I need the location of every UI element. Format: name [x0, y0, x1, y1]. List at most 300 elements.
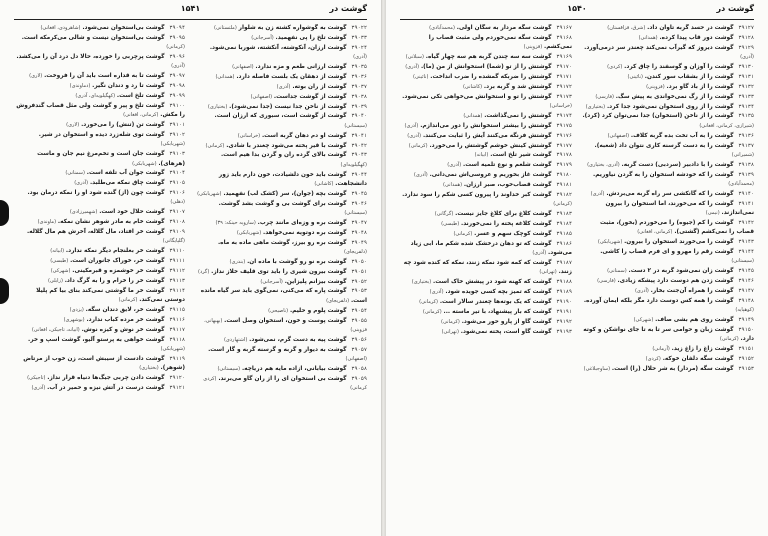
proverb-entry: [196, 365, 367, 374]
left-page-header: [14, 4, 367, 18]
proverb-entry: [400, 259, 572, 278]
proverb-entry: [14, 72, 185, 81]
left-page-column-left: [14, 24, 185, 530]
entry-number: ۳۹۱۴۳: [738, 239, 754, 246]
source-region: (آذری): [353, 54, 367, 61]
proverb-entry: [196, 287, 367, 306]
left-page-title: گوشت در: [329, 4, 367, 13]
source-region: (دلفریجای): [326, 297, 350, 304]
source-region: (اصفهانی): [607, 132, 630, 139]
right-page-column-left: [400, 24, 572, 530]
proverb-text: گوشت خر را خرام و را به گرگ داد.: [64, 278, 165, 284]
proverb-text: گوشت برای گوشت بی و گوشت بشد گوشت.: [218, 200, 347, 207]
proverb-text: گوشت را از ناخن (استخوان) جدا نمی‌توان کرد (کرد).: [582, 113, 734, 120]
source-region: (سیستانی): [731, 258, 754, 265]
proverb-entry: [400, 230, 572, 239]
source-region: (کرمانی): [441, 318, 460, 325]
proverb-text: گوشت از ران بوته.: [292, 83, 347, 90]
proverb-text: گوشت چاق نمکه می‌طلبد.: [89, 180, 165, 187]
proverb-text: گوشت خر افتاد، مال گلاله، آخرش هم مال گلاله.: [26, 229, 165, 236]
proverb-entry: [196, 375, 367, 394]
entry-number: ۳۹۱۹۱: [556, 308, 572, 315]
source-region: (شهمیرزادی): [69, 209, 98, 216]
entry-number: ۳۹۱۶۸: [556, 34, 572, 41]
proverb-text: گوشت تا رد و دندان نگیر.: [92, 83, 165, 90]
source-region: (نائینی): [627, 73, 643, 80]
proverb-text: گوشت سگه (مردار) به شر حلال (را) است.: [611, 365, 734, 372]
proverb-entry: [582, 326, 754, 345]
proverb-entry: [400, 24, 572, 33]
proverb-text: گوشت بالای گرده ران و گردن بدا هیم است.: [220, 152, 347, 159]
proverb-entry: [14, 277, 185, 286]
proverb-text: گوشت را همه کس دوست دارد مگر بلکه ایمان آورده.: [583, 297, 734, 304]
proverb-entry: [400, 288, 572, 297]
entry-number: ۳۹۰۲۲: [351, 25, 367, 31]
left-page-column-right: [196, 24, 367, 530]
source-region: (بختیاری): [585, 103, 606, 110]
entry-number: ۳۹۱۴۹: [738, 316, 754, 323]
proverb-text: گوشت دور قاب پیدا کرده.: [659, 34, 734, 41]
entry-number: ۳۹۱۳۰: [738, 63, 754, 70]
left-page-number: ۱۵۴۱: [180, 4, 201, 13]
entry-number: ۳۹۰۹۷: [169, 73, 185, 80]
entry-number: ۳۹۰۵۷: [351, 346, 367, 353]
source-region: (آذری): [171, 63, 185, 70]
source-region: (آذری): [447, 162, 462, 169]
source-region: (کرمانی): [453, 230, 473, 237]
entry-number: ۳۹۱۳۳: [738, 93, 754, 100]
entry-number: ۳۹۱۷۵: [556, 122, 572, 129]
proverb-text: گوشت که تو دهان درخشک شده شکم ما، ابی زیاد می‌شود.: [410, 240, 572, 257]
source-region: (کهگیلویه‌ای): [340, 161, 367, 168]
proverb-text: گوشت خر بعلنجام دیگر نمکه ندارد.: [65, 248, 165, 255]
entry-number: ۳۹۰۵۶: [351, 336, 367, 343]
proverb-text: گوشتش را بیشتر استخوانش را دور می‌اندازم.: [420, 122, 552, 129]
proverb-text: گوشت خر نوش و کیزه نوش.: [81, 326, 165, 333]
entry-number: ۳۹۱۷۱: [556, 73, 572, 80]
source-region: (قزوینی): [523, 44, 543, 51]
source-region: (اصفهانی): [345, 355, 367, 362]
entry-number: ۳۹۰۴۹: [351, 239, 367, 246]
proverb-entry: [196, 44, 367, 63]
proverb-text: گوشت زاغ را زاغ زید.: [671, 346, 734, 353]
source-region: (آذری): [590, 190, 605, 197]
proverb-text: گوشت را از رگ نمی‌خواندی به پیش سگ.: [615, 93, 734, 100]
proverb-text: گوشت که یک بوته‌ها چغندر سالار است.: [439, 298, 552, 305]
entry-number: ۳۹۱۱۳: [169, 278, 185, 284]
source-region: (نیمی): [705, 209, 720, 216]
proverb-entry: [14, 306, 185, 315]
entry-number: ۳۹۱۳۹: [738, 171, 754, 178]
proverb-text: گوشت ارزان، آنکوشته، آنکشته، شوربا نمی‌شود.: [209, 44, 347, 51]
entry-number: ۳۹۱۹۳: [556, 328, 572, 335]
entry-number: ۳۹۰۹۶: [169, 54, 185, 61]
proverb-entry: [196, 34, 367, 43]
source-region: (کرمانی): [408, 142, 428, 149]
source-region: (کرمانی): [118, 297, 138, 304]
entry-number: ۳۹۱۳۷: [738, 142, 754, 149]
proverb-entry: [582, 142, 754, 161]
source-region: (بهبهانی، فزوینی): [204, 317, 367, 333]
proverb-text: گوشت زدن هم دوست دارد پیشکه زیادی.: [617, 278, 734, 284]
source-region: (کرمانی): [422, 308, 442, 315]
proverb-entry: [14, 82, 185, 91]
entry-number: ۳۹۰۳۵: [351, 63, 367, 70]
entry-number: ۳۹۱۶۷: [556, 25, 572, 31]
source-region: (همدانی): [463, 112, 483, 119]
proverb-entry: [400, 93, 572, 112]
source-region: (سارویه حینکه: ۳۹): [215, 219, 256, 226]
proverb-text: گوشت از ناخن جدا نیست (جدا نمی‌شود).: [229, 103, 347, 110]
entry-number: ۳۹۱۱۸: [169, 336, 185, 343]
source-region: (آذری): [405, 63, 420, 70]
entry-number: ۳۹۱۴۲: [738, 219, 754, 226]
proverb-text: گوشتش را از تو (شما) استخوانش از من (ما).: [420, 63, 552, 70]
proverb-text: گوشت را از بشقاب سور کندن.: [644, 73, 734, 80]
proverb-entry: [14, 267, 185, 276]
entry-number: ۳۹۱۸۸: [556, 279, 572, 286]
proverb-entry: [14, 384, 185, 393]
proverb-text: گوشت بچه (جوان)، سر (کشک لب) نفهمید.: [223, 190, 347, 197]
proverb-text: گوشتش را ضربکه گمشده را ضرب انداخت.: [430, 73, 552, 80]
entry-number: ۳۹۱۵۲: [738, 355, 754, 362]
proverb-entry: [582, 238, 754, 247]
proverb-entry: [400, 151, 572, 160]
source-region: (تهرانی): [441, 328, 459, 335]
proverb-text: گوشت را می‌خورند استخوان را بیرون.: [624, 239, 734, 246]
proverb-entry: [582, 277, 754, 286]
source-region: (ابیانه): [50, 248, 65, 255]
entry-number: ۳۹۱۰۵: [169, 180, 185, 187]
entry-number: ۳۹۱۱۱: [169, 258, 185, 265]
entry-number: ۳۹۰۴۱: [351, 132, 367, 139]
proverb-text: گوشت دیروز که گیرآب نمی‌کند چغندر سر درمی‌آورد.: [584, 44, 734, 51]
source-region: (آذری، بختیاری): [587, 161, 620, 168]
proverb-entry: [582, 83, 754, 92]
proverb-entry: [14, 218, 185, 227]
entry-number: ۳۹۰۴۵: [351, 190, 367, 197]
proverb-text: گوشت او دم دهان گربه است.: [261, 132, 347, 139]
source-region: (فارسی): [597, 278, 616, 284]
proverb-entry: [582, 93, 754, 102]
entry-number: ۳۹۰۴۰: [351, 113, 367, 120]
proverb-entry: [14, 326, 185, 335]
proverb-text: گوشت خر، لایق دندان سگه.: [85, 307, 165, 314]
source-region: (همدانی): [638, 34, 658, 41]
entry-number: ۳۹۱۶۹: [556, 54, 572, 61]
proverb-text: گوشت پرچربی را خورده، حالا دل درد آن را می‌کشد.: [16, 54, 165, 61]
entry-number: ۳۹۱۲۰: [169, 375, 185, 382]
source-region: (بختیاری): [207, 103, 228, 110]
proverb-entry: [400, 308, 572, 317]
proverb-entry: [400, 161, 572, 170]
proverb-entry: [582, 190, 754, 199]
entry-number: ۳۹۱۳۵: [738, 113, 754, 120]
source-region: (آذری): [31, 385, 46, 392]
entry-number: ۳۹۰۹۴: [169, 25, 185, 31]
proverb-entry: [196, 268, 367, 277]
entry-number: ۳۹۰۵۰: [351, 258, 367, 265]
source-region: (آذری): [276, 83, 291, 90]
proverb-text: گوشت بی‌استخوان نیست و شالی می‌کرمکه است.: [21, 34, 165, 41]
proverb-entry: [196, 336, 367, 345]
proverb-text: گوشت دادست از سیبش است، زن خوب از مرتاض (شوهر).: [23, 355, 185, 372]
proverb-entry: [582, 219, 754, 238]
proverb-text: گوشت بی استخوان ای را از ران گاو می‌برند.: [218, 375, 347, 382]
source-region: (کاشانی): [314, 180, 334, 187]
source-region: (آذری): [532, 250, 547, 257]
proverb-text: گوشت توی شله‌زرد دیده و استخوان در شیر.: [38, 132, 165, 139]
proverb-entry: [196, 24, 367, 33]
entry-number: ۳۹۱۴۸: [738, 297, 754, 304]
source-region: (گرد): [198, 268, 210, 275]
entry-number: ۳۹۱۲۸: [738, 34, 754, 41]
entry-number: ۳۹۰۳۳: [351, 34, 367, 41]
source-region: (شمیرانی): [731, 151, 754, 158]
source-region: (بندری): [229, 258, 246, 265]
entry-number: ۳۹۱۳۸: [738, 161, 754, 168]
source-region: (آذری): [740, 54, 754, 61]
source-region: (شرق، قزاقستان): [607, 25, 646, 31]
proverb-text: گوشت رقم را مهرو و ای فرم قصاب را کاشی.: [600, 248, 734, 255]
proverb-entry: [14, 287, 185, 306]
source-region: (کرمانی، افغانی): [123, 112, 159, 119]
entry-number: ۳۹۱۱۰: [169, 248, 185, 255]
entry-number: ۳۹۱۵۰: [738, 326, 754, 333]
entry-number: ۳۹۱۰۷: [169, 209, 185, 216]
left-header-rule: [14, 19, 367, 20]
source-region: (ابیانه، تاجیکی، افغانی): [31, 326, 80, 333]
proverb-text: گوشت سگه نمی‌خوردم ولی مثبت قصاب را نمی‌کشم.: [428, 34, 572, 51]
source-region: (همدانی): [215, 73, 235, 80]
proverb-text: گوشت تلخ است.: [116, 93, 165, 100]
proverb-entry: [14, 24, 185, 33]
right-page-number: ۱۵۴۰: [567, 4, 587, 13]
entry-number: ۳۹۰۵۸: [351, 365, 367, 372]
source-region: (سمنانی): [65, 170, 85, 177]
proverb-text: گوشت که تمیز بچه کسی جویده شود.: [445, 289, 552, 296]
proverb-text: گوشت باید خون دلشیادت، خون دارم باید زور دانشجاهت.: [218, 171, 367, 187]
entry-number: ۳۹۱۸۹: [556, 289, 572, 296]
source-region: (محمدآبادی): [728, 180, 754, 187]
source-region: (کردی): [645, 355, 661, 362]
source-region: (کردی): [607, 63, 623, 70]
source-region: (بوشهری): [63, 316, 85, 323]
source-region: (تاجیکی): [27, 375, 46, 382]
source-region: (آذری): [404, 122, 419, 129]
proverb-text: گوشت بره دوتویه نمی‌خواهد.: [263, 229, 347, 236]
proverb-text: گوشت بیابانی، ازاده مایه هم دریاچه.: [241, 365, 347, 372]
proverb-text: گوشت بره و وزه‌ای مانند چرب.: [257, 219, 347, 226]
proverb-text: گوشت که کمه شود نمکه زنند، نمکه که کنده شود چه زنند.: [403, 260, 572, 276]
proverb-entry: [14, 131, 185, 150]
source-region: (سیستانی): [344, 209, 367, 216]
proverb-entry: [400, 181, 572, 190]
entry-number: ۳۹۰۳۸: [351, 93, 367, 100]
source-region: (کرمانی): [719, 336, 739, 343]
source-region: (یزدی): [69, 307, 84, 314]
entry-number: ۳۹۱۷۸: [556, 152, 572, 159]
entry-number: ۳۹۱۸۵: [556, 230, 572, 237]
proverb-entry: [582, 200, 754, 219]
proverb-entry: [400, 220, 572, 229]
proverb-text: گوشت را به آب تخت بده گربه کلاف.: [630, 132, 734, 139]
source-region: (گرگانی): [434, 211, 454, 218]
proverb-entry: [14, 34, 185, 53]
proverb-entry: [14, 189, 185, 208]
proverb-text: گوشت تن (تنش) را می‌خورد.: [81, 122, 165, 129]
proverb-entry: [400, 171, 572, 180]
entry-number: ۳۹۱۱۹: [169, 355, 185, 362]
proverb-text: گوشت تلخ را پی نفهمید.: [275, 34, 347, 41]
source-region: (کرمانی): [166, 44, 185, 51]
proverb-entry: [582, 171, 754, 190]
entry-number: ۳۹۱۰۶: [169, 190, 185, 197]
proverb-text: گوشت قصاب‌خوب، صبر ارزان.: [463, 182, 552, 189]
proverb-entry: [400, 318, 572, 327]
proverb-text: گوشت غاز بخوریم و عروسی‌اش نمی‌دانی.: [429, 172, 552, 179]
proverb-text: گوشت که بار پیشنهاد، با تیر ماسته ...: [443, 308, 552, 315]
proverb-text: گوشت از دهقان یک بلست فاصله دارد.: [236, 73, 347, 80]
proverb-text: گوشت حلال خود است.: [99, 209, 165, 216]
entry-number: ۳۹۱۹۲: [556, 318, 572, 325]
proverb-entry: [582, 345, 754, 354]
proverb-entry: [582, 132, 754, 141]
entry-number: ۳۹۰۵۹: [351, 375, 367, 382]
proverb-entry: [400, 53, 572, 62]
source-region: (فارسی): [595, 93, 614, 100]
proverb-entry: [400, 122, 572, 131]
proverb-entry: [582, 297, 754, 316]
entry-number: ۳۹۱۷۳: [556, 93, 572, 100]
proverb-text: گوشتش را تو و استخوانش می‌خواهی تکی نمی‌شود.: [402, 93, 552, 100]
proverb-entry: [14, 355, 185, 374]
source-region: (زابلی): [47, 278, 63, 284]
entry-number: ۳۹۱۰۴: [169, 170, 185, 177]
source-region: (آرمانی): [652, 346, 670, 353]
entry-number: ۳۹۱۳۶: [738, 132, 754, 139]
entry-number: ۳۹۱۳۱: [738, 73, 754, 80]
entry-number: ۳۹۱۸۴: [556, 221, 572, 228]
entry-number: ۳۹۰۹۸: [169, 83, 185, 90]
entry-number: ۳۹۱۴۶: [738, 278, 754, 284]
proverb-text: گوشتش شد و گربه برد.: [483, 83, 552, 90]
source-region: (بختیاری): [139, 365, 159, 372]
source-region: (آذری): [413, 172, 428, 179]
proverb-entry: [14, 53, 185, 72]
entry-number: ۳۹۱۰۹: [169, 229, 185, 236]
proverb-text: گوشت سه سه چندن گربه هم سه چهار گیاه.: [425, 54, 552, 61]
proverb-entry: [400, 73, 572, 82]
proverb-text: گوشت درست در آتش نیزه و حمیر در آب.: [47, 385, 165, 392]
source-region: (لاری): [66, 122, 80, 129]
source-region: (آسرجانی): [251, 34, 274, 41]
source-region: (اصفهانی): [250, 93, 273, 100]
proverb-entry: [196, 229, 367, 238]
entry-number: ۳۹۱۷۰: [556, 63, 572, 70]
source-region: (کوهپایه): [735, 307, 754, 314]
source-region: (شهرکی): [50, 268, 71, 275]
entry-number: ۳۹۱۷۲: [556, 83, 572, 90]
entry-number: ۳۹۰۵۲: [351, 278, 367, 285]
proverb-text: گوشت پلوم و حلیم.: [289, 307, 347, 314]
source-region: (شهربابکی): [160, 346, 185, 353]
entry-number: ۳۹۱۸۲: [556, 191, 572, 198]
source-region: (ملتستانی): [214, 25, 237, 31]
entry-number: ۳۹۱۴۱: [738, 200, 754, 207]
source-region: (کرمانی): [419, 298, 438, 305]
source-region: (گلپایگانی): [162, 238, 185, 245]
entry-number: ۳۹۱۸۰: [556, 172, 572, 179]
proverb-entry: [196, 73, 367, 82]
proverb-entry: [196, 132, 367, 141]
source-region: (ابیانه): [474, 152, 489, 159]
proverb-text: گوشت خر مرده کباب ندارد.: [86, 316, 165, 323]
proverb-entry: [14, 257, 185, 266]
proverb-entry: [582, 34, 754, 43]
proverb-entry: [14, 121, 185, 130]
entry-number: ۳۹۱۸۶: [556, 240, 572, 247]
entry-number: ۳۹۱۰۲: [169, 132, 185, 139]
proverb-text: گوشت پوست و خون، استخوان وصل است.: [224, 317, 347, 324]
proverb-entry: [196, 239, 367, 258]
source-region: (شهرکی): [633, 316, 654, 323]
proverb-entry: [582, 287, 754, 296]
proverb-entry: [582, 316, 754, 325]
right-page-title: گوشت در: [716, 4, 754, 13]
source-region: (محمدآبادی): [429, 25, 455, 31]
source-region: (آذری): [74, 180, 89, 187]
proverb-text: گوشت را که می‌خورند، اما استخوان را بیرون نمی‌اندازند.: [605, 200, 754, 216]
proverb-entry: [196, 63, 367, 72]
entry-number: ۳۹۱۱۷: [169, 326, 185, 333]
entry-number: ۳۹۰۴۸: [351, 229, 367, 236]
entry-number: ۳۹۱۲۱: [169, 385, 185, 392]
proverb-text: گوشت روی هم بشی صاف.: [655, 316, 734, 323]
proverb-text: گوشت که کهنه شود در پیشش خاک است.: [433, 279, 552, 286]
proverb-entry: [400, 298, 572, 307]
entry-number: ۳۹۱۱۲: [169, 268, 185, 275]
proverb-entry: [196, 258, 367, 267]
proverb-text: گوشت جوان آب تلفه است.: [86, 170, 165, 177]
proverb-entry: [582, 161, 754, 170]
proverb-entry: [196, 151, 367, 170]
proverb-entry: [582, 248, 754, 267]
entry-number: ۳۹۱۵۱: [738, 346, 754, 353]
entry-number: ۳۹۱۴۴: [738, 248, 754, 255]
entry-number: ۳۹۱۸۳: [556, 211, 572, 218]
source-region: (ماوندی): [37, 219, 57, 226]
entry-number: ۳۹۰۵۳: [351, 288, 367, 295]
proverb-entry: [400, 132, 572, 141]
thumb-index-tab: [0, 278, 9, 304]
proverb-entry: [400, 112, 572, 121]
proverb-entry: [14, 179, 185, 188]
entry-number: ۳۹۱۷۴: [556, 112, 572, 119]
proverb-entry: [14, 374, 185, 383]
right-header-rule: [400, 19, 754, 20]
entry-number: ۳۹۱۳۴: [738, 103, 754, 110]
entry-number: ۳۹۱۳۲: [738, 83, 754, 90]
source-region: (بختیاری): [411, 279, 432, 286]
proverb-text: گوشت را که گانکشی سر راه گربه می‌بردش.: [606, 190, 734, 197]
proverb-text: گوشت سگه مردار به سگان اولی.: [456, 25, 552, 31]
source-region: (سیستانی): [344, 122, 367, 129]
source-region: (طبسی): [441, 221, 460, 228]
proverb-text: گوشت کبر خداوند را پیرون کسی شکم را سود ندارد.: [402, 191, 552, 198]
proverb-text: گوشت در حسد گربه تاوان داد.: [647, 25, 734, 31]
proverb-text: گوشت پیه به دست گرم، نمی‌شود.: [249, 336, 347, 343]
